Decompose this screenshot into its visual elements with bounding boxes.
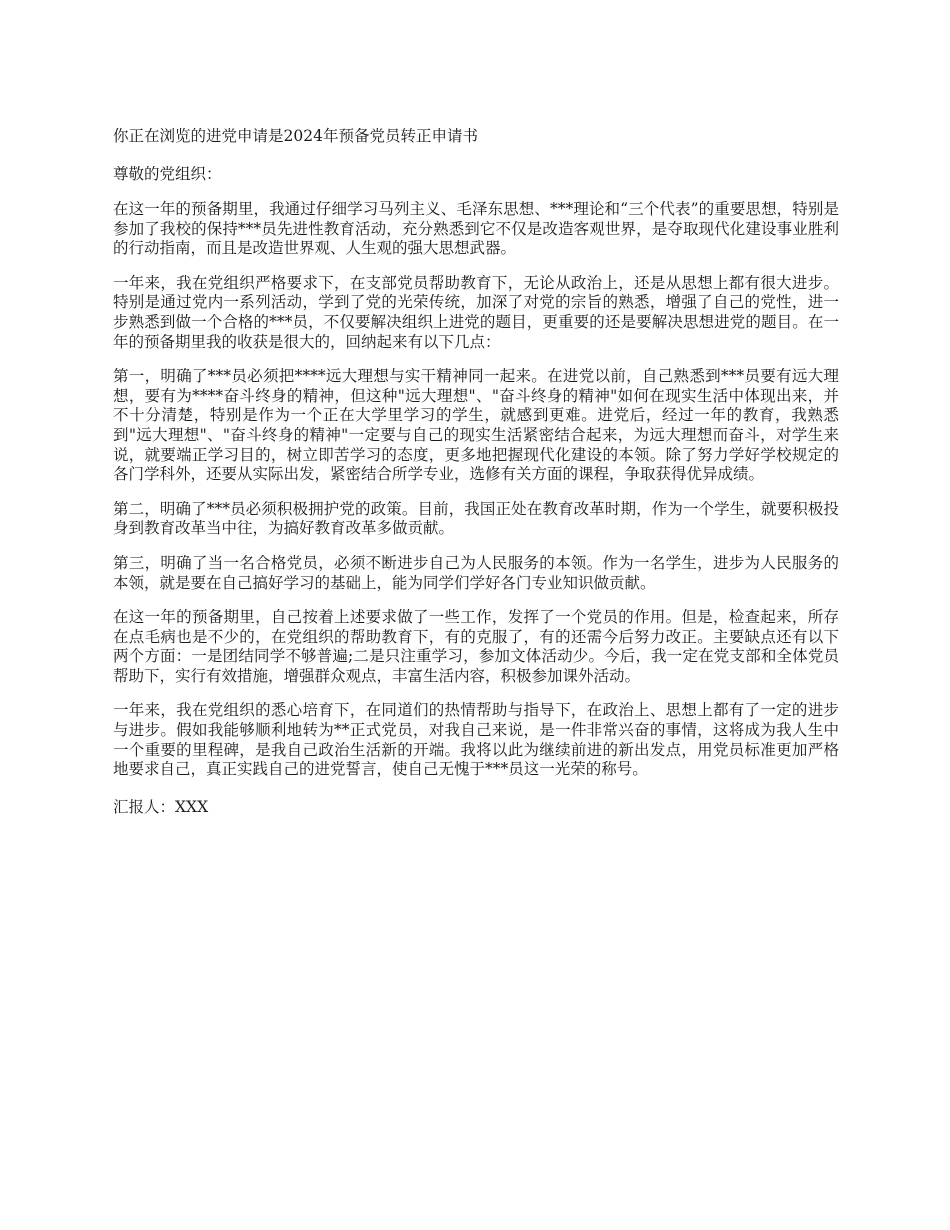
- signature: 汇报人：XXX: [113, 797, 209, 816]
- paragraph-5: 第三，明确了当一名合格党员，必须不断进步自己为人民服务的本领。作为一名学生，进步为人民服务的本领，就是要在自己搞好学习的基础上，能为同学们学好各门专业知识做贡献。: [113, 553, 839, 592]
- document-page: [113, 124, 839, 819]
- paragraph-3: 第一，明确了***员必须把****远大理想与实干精神同一起来。在进党以前，自己熟悉到***员要有远大理想，要有为****奋斗终身的精神，但这种"远大理想"、"奋斗终身的精神"如何在现实生活中体现出来，并不十分清楚，特别是作为一个正在大学里学习的学生，就感到更难。进党后，经过一年的教育，我熟悉到"远大理想"、"奋斗终身的精神"一定要与自己的现实生活紧密结合起来，为远大理想而奋斗，对学生来说，就要端正学习目的，树立即苦学习的态度，更多地把握现代化建设的本领。除了努力学好学校规定的各门学科外，还要从实际出发，紧密结合所学专业，选修有关方面的课程，争取获得优异成绩。: [113, 367, 839, 484]
- salutation: 尊敬的党组织：: [113, 165, 222, 183]
- paragraph-6: 在这一年的预备期里，自己按着上述要求做了一些工作，发挥了一个党员的作用。但是，检查起来，所存在点毛病也是不少的，在党组织的帮助教育下，有的克服了，有的还需今后努力改正。主要缺点还有以下两个方面：一是团结同学不够普遍;二是只注重学习，参加文体活动少。今后，我一定在党支部和全体党员帮助下，实行有效措施，增强群众观点，丰富生活内容，积极参加课外活动。: [113, 608, 839, 685]
- paragraph-7: 一年来，我在党组织的悉心培育下，在同道们的热情帮助与指导下，在政治上、思想上都有了一定的进步与进步。假如我能够顺利地转为**正式党员，对我自己来说，是一件非常兴奋的事情，这将成为我人生中一个重要的里程碑，是我自己政治生活新的开端。我将以此为继续前进的新出发点，用党员标准更加严格地要求自己，真正实践自己的进党誓言，使自己无愧于***员这一光荣的称号。: [113, 701, 839, 779]
- paragraph-1: 在这一年的预备期里，我通过仔细学习马列主义、毛泽东思想、***理论和“三个代表”的重要思想，特别是参加了我校的保持***员先进性教育活动，充分熟悉到它不仅是改造客观世界，是夺取现代化建设事业胜利的行动指南，而且是改造世界观、人生观的强大思想武器。: [113, 200, 839, 258]
- document-title-line: 你正在浏览的进党申请是2024年预备党员转正申请书: [113, 127, 478, 145]
- paragraph-2: 一年来，我在党组织严格要求下，在支部党员帮助教育下，无论从政治上，还是从思想上都有很大进步。特别是通过党内一系列活动，学到了党的光荣传统，加深了对党的宗旨的熟悉，增强了自己的党性，进一步熟悉到做一个合格的***员，不仅要解决组织上进党的题目，更重要的还是要解决思想进党的题目。在一年的预备期里我的收获是很大的，回纳起来有以下几点：: [113, 273, 839, 351]
- paragraph-4: 第二，明确了***员必须积极拥护党的政策。目前，我国正处在教育改革时期，作为一个学生，就要积极投身到教育改革当中往，为搞好教育改革多做贡献。: [113, 499, 839, 538]
